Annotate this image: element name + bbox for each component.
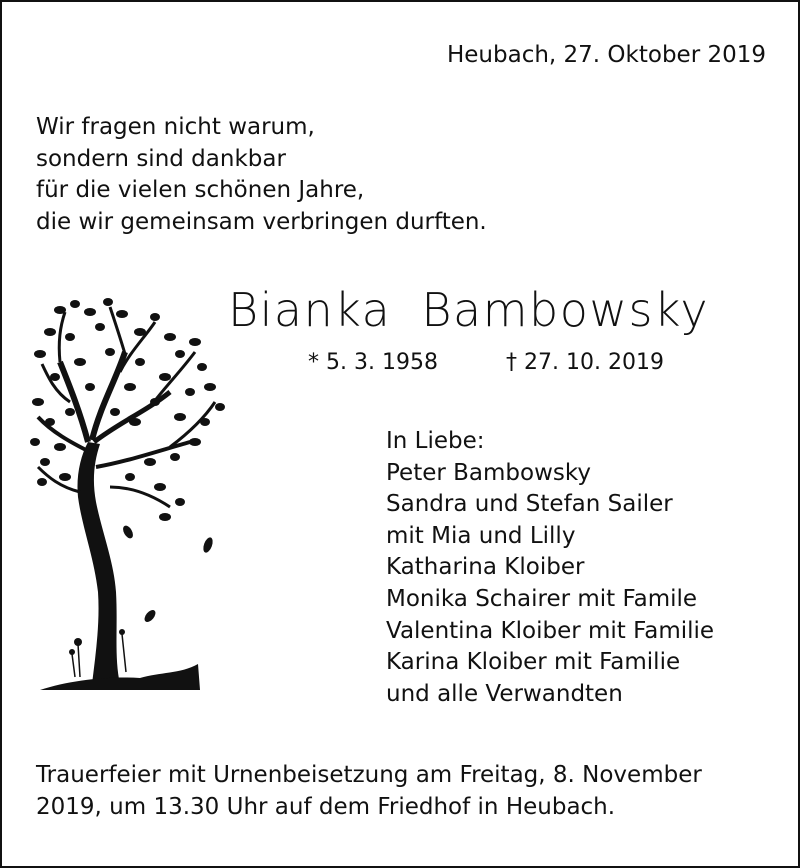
mourners-heading: In Liebe: (386, 428, 485, 454)
tree-illustration (30, 292, 230, 692)
mourner: Monika Schairer mit Famile (386, 585, 698, 612)
poem-line: Wir fragen nicht warum, (36, 114, 315, 140)
poem-line: für die vielen schönen Jahre, (36, 177, 365, 203)
mourner: und alle Verwandten (386, 680, 623, 707)
funeral-service-info (36, 760, 702, 823)
birth-date: * 5. 3. 1958 (308, 350, 438, 375)
deceased-name: Bianka Bambowsky (228, 283, 710, 337)
mourner: Karina Kloiber mit Familie (386, 649, 681, 676)
mourner: Peter Bambowsky (386, 459, 591, 486)
mourner: Valentina Kloiber mit Familie (386, 617, 715, 644)
poem (36, 112, 487, 238)
service-line: 2019, um 13.30 Uhr auf dem Friedhof in Heubach. (36, 793, 616, 820)
mourner: Katharina Kloiber (386, 554, 585, 581)
poem-line: sondern sind dankbar (36, 145, 286, 172)
mourner: mit Mia und Lilly (386, 522, 576, 549)
service-line: Trauerfeier mit Urnenbeisetzung am Freitag, 8. November (36, 762, 702, 788)
place-date: Heubach, 27. Oktober 2019 (446, 42, 766, 68)
mourners-list (386, 426, 714, 710)
poem-line: die wir gemeinsam verbringen durften. (36, 208, 487, 235)
mourner: Sandra und Stefan Sailer (386, 491, 673, 518)
death-date: † 27. 10. 2019 (506, 350, 664, 375)
